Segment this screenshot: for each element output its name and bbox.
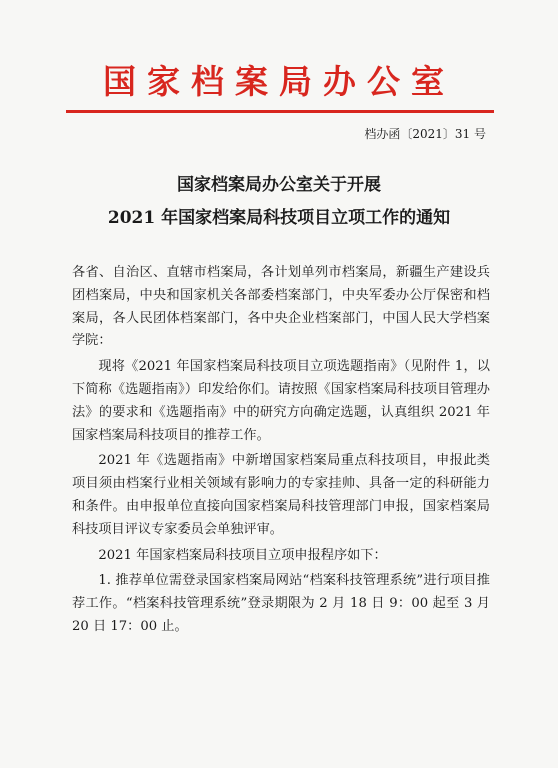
body-paragraph-4: 1. 推荐单位需登录国家档案局网站“档案科技管理系统”进行项目推荐工作。“档案科技管理系统”登录期限为 2 月 18 日 9：00 起至 3 月 20 日 17：00 止。 [72, 573, 490, 634]
body-paragraph-2: 2021 年《选题指南》中新增国家档案局重点科技项目，申报此类项目须由档案行业相关领域有影响力的专家挂帅、具备一定的科研能力和条件。由申报单位直接向国家档案局科技管理部门申报，国家档案局科技项目评议专家委员会单独评审。 [72, 453, 490, 537]
organization-header: 国家档案局办公室 [103, 62, 455, 101]
body-paragraph-1: 现将《2021 年国家档案局科技项目立项选题指南》（见附件 1，以下简称《选题指南》）印发给你们。请按照《国家档案局科技项目管理办法》的要求和《选题指南》中的研究方向确定选题，认真组织 2021 年国家档案局科技项目的推荐工作。 [72, 359, 490, 443]
document-number: 档办函〔2021〕31 号 [364, 127, 486, 141]
document-body [72, 262, 490, 642]
document-title-line-2: 2021 年国家档案局科技项目立项工作的通知 [107, 208, 451, 228]
red-divider-line [66, 110, 494, 113]
addressee-paragraph: 各省、自治区、直辖市档案局，各计划单列市档案局，新疆生产建设兵团档案局，中央和国家机关各部委档案部门，中央军委办公厅保密和档案局，各人民团体档案部门，各中央企业档案部门，中国人民大学档案学院： [72, 265, 490, 349]
document-title-line-1: 国家档案局办公室关于开展 [177, 175, 381, 195]
body-paragraph-3: 2021 年国家档案局科技项目立项申报程序如下： [98, 547, 387, 563]
